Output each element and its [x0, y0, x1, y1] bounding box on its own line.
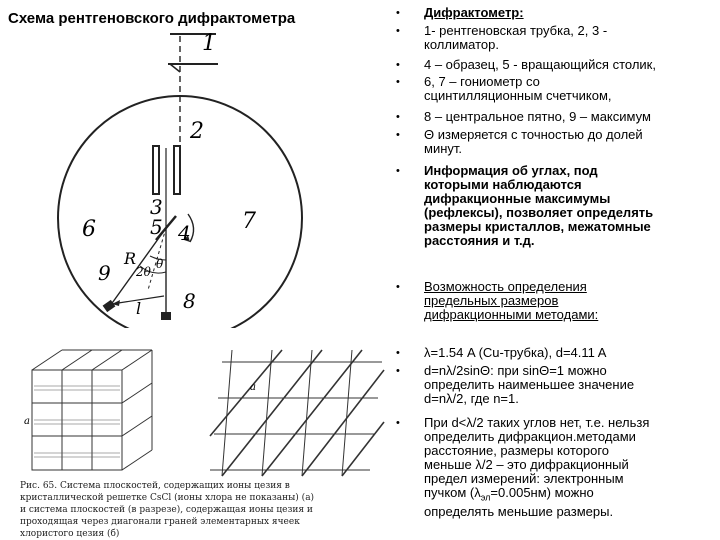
lattice-d6	[122, 416, 152, 436]
lattice-d4	[122, 350, 152, 370]
bullet-text: определять меньшие размеры.	[424, 503, 614, 519]
lattice-diagrams	[22, 340, 392, 480]
cubic-lattice	[32, 350, 152, 470]
bullet-dot-icon: •	[396, 59, 400, 71]
lattice-d5	[122, 383, 152, 403]
label-7: 7	[242, 209, 256, 234]
label-r: R	[124, 249, 137, 268]
label-1: 1	[202, 31, 216, 56]
bullet-text: 6, 7 – гониометр со	[424, 74, 540, 89]
bullet-text: меньше λ/2 – это дифракционный	[424, 457, 629, 472]
bullet-text: определить дифракцион.методами	[424, 429, 636, 444]
bullet-text: Θ измеряется с точностью до долей	[424, 127, 643, 142]
caption-line: проходящая через диагонали граней элементарных ячеек	[20, 517, 300, 527]
bullet-text-electron	[424, 486, 714, 505]
bullet-text: размеры кристаллов, межатомные	[424, 219, 651, 234]
bullet-text: Возможность определения	[424, 279, 587, 294]
label-8: 8	[183, 289, 196, 313]
label-2: 2	[190, 119, 204, 144]
bullet-text: минут.	[424, 141, 463, 156]
bullet-dot-icon: •	[396, 111, 400, 123]
diag-1	[210, 350, 282, 436]
bullet-text: Информация об углах, под	[424, 163, 598, 178]
figure-caption	[20, 480, 380, 540]
bullet-text: дифракционными методами:	[424, 307, 599, 322]
bullet-text: λ=1.54 A (Cu-трубка), d=4.11 A	[424, 345, 607, 360]
bullet-text: При d<λ/2 таких углов нет, т.е. нельзя	[424, 415, 650, 430]
caption-line: хлористого цезия (б)	[20, 529, 120, 539]
bullet-dot-icon: •	[396, 129, 400, 141]
diagonal-lattice	[210, 350, 384, 476]
bullet-text: 4 – образец, 5 - вращающийся столик,	[424, 57, 656, 72]
lambda-subscript: эл	[480, 492, 491, 503]
lattice-d7	[122, 450, 152, 470]
bullet-text: расстояния и т.д.	[424, 233, 535, 248]
bullet-text: =0.005нм) можно	[490, 485, 594, 500]
label-3: 3	[150, 195, 163, 219]
collimator-right	[174, 146, 180, 194]
bullet-text: (рефлексы), позволяет определять	[424, 205, 654, 220]
bullet-text: расстояние, размеры которого	[424, 443, 610, 458]
caption-line: Рис. 65. Система плоскостей, содержащих ионы цезия в	[20, 481, 290, 491]
bullet-dot-icon: •	[396, 7, 400, 19]
bullet-text: d=nλ/2, где n=1.	[424, 391, 519, 406]
bullet-text: дифракционные максимумы	[424, 191, 611, 206]
bullet-dot-icon: •	[396, 281, 400, 293]
bullet-text: d=nλ/2sinΘ: при sinΘ=1 можно	[424, 363, 607, 378]
label-4: 4	[178, 221, 191, 245]
label-6: 6	[82, 217, 96, 242]
diffractometer-diagram	[20, 28, 370, 328]
bullet-text: 8 – центральное пятно, 9 – максимум	[424, 109, 651, 124]
bullet-text: определить наименьшее значение	[424, 377, 635, 392]
bullet-dot-icon: •	[396, 347, 400, 359]
hatched-planes	[34, 386, 120, 457]
bullet-text: сцинтилляционным счетчиком,	[424, 88, 612, 103]
bullet-dot-icon: •	[396, 417, 400, 429]
bullet-text: которыми наблюдаются	[424, 177, 582, 192]
label-theta: θ	[156, 257, 164, 271]
lattice-a-left: a	[24, 416, 30, 427]
bullet-text: пучком (λ	[424, 485, 481, 500]
lattice-a-right: a	[250, 382, 256, 393]
bullet-text: предел измерений: электронным	[424, 471, 624, 486]
detector-8	[161, 312, 171, 320]
caption-line: кристаллической решетке CsCl (ионы хлора не показаны) (a)	[20, 493, 315, 503]
bullet-text: коллиматор.	[424, 37, 499, 52]
bullet-dot-icon: •	[396, 165, 400, 177]
collimator-left	[153, 146, 159, 194]
tube-edge	[170, 64, 180, 72]
lattice-d1	[32, 350, 62, 370]
bullet-dot-icon: •	[396, 76, 400, 88]
bullet-dot-icon: •	[396, 25, 400, 37]
slide-title: Схема рентгеновского дифрактометра	[8, 10, 296, 27]
caption-line: и система плоскостей (в разрезе), содержащая ионы цезия и	[20, 505, 313, 515]
diag-5	[342, 422, 384, 476]
label-5: 5	[150, 215, 163, 239]
label-two-theta: 2θ	[136, 265, 151, 279]
bullet-text: 1- рентгеновская трубка, 2, 3 -	[424, 23, 608, 38]
bullet-text: предельных размеров	[424, 293, 559, 308]
lattice-d2	[62, 350, 92, 370]
label-9: 9	[98, 261, 111, 285]
label-l: l	[136, 299, 142, 318]
lattice-d3	[92, 350, 122, 370]
bullet-text: Дифрактометр:	[424, 5, 524, 20]
bullet-dot-icon: •	[396, 365, 400, 377]
grid-v1	[222, 350, 232, 476]
